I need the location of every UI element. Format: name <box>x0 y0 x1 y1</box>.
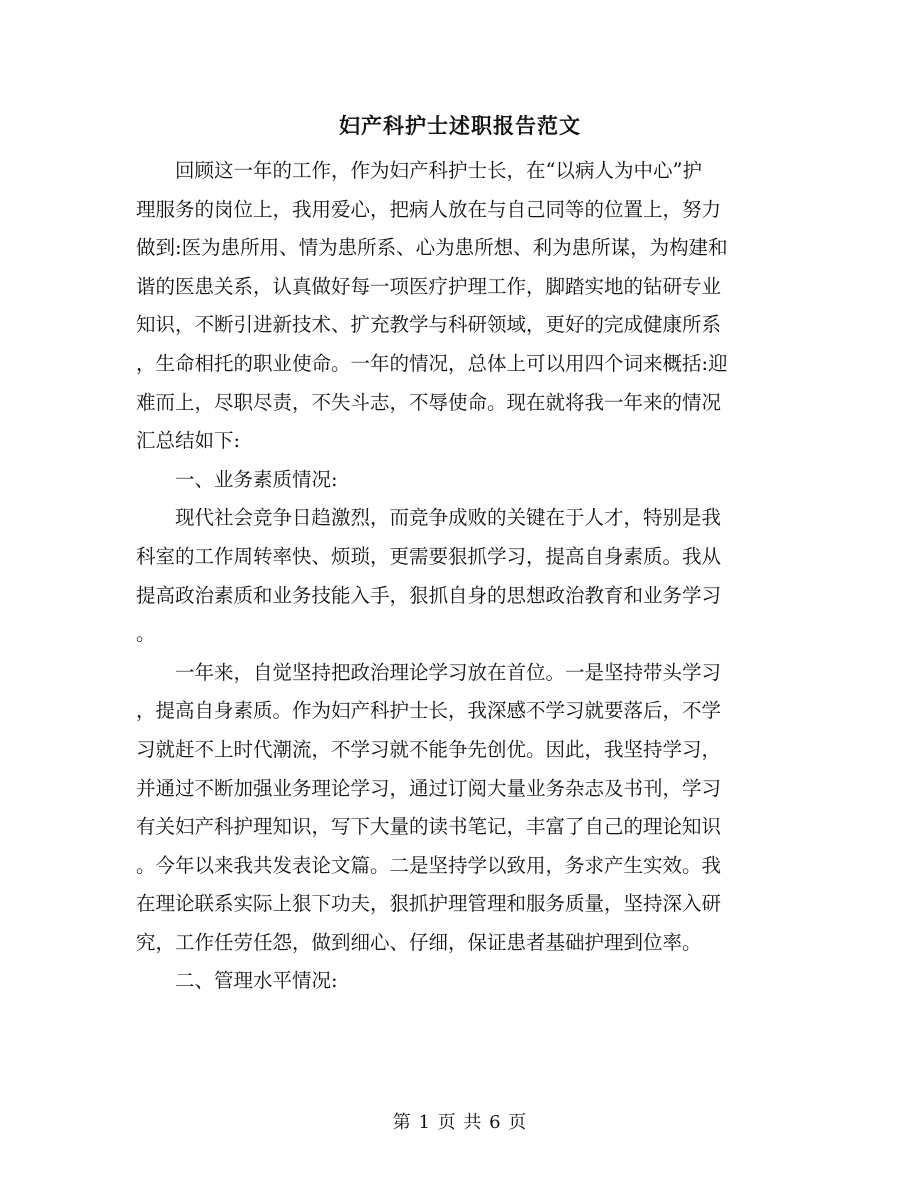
body-line: 并通过不断加强业务理论学习，通过订阅大量业务杂志及书刊，学习 <box>136 776 722 800</box>
body-line: 回顾这一年的工作，作为妇产科护士长，在“以病人为中心”护 <box>136 159 702 182</box>
page-footer: 第 1 页 共 6 页 <box>392 1112 528 1133</box>
body-line: 究，工作任劳任怨，做到细心、仔细，保证患者基础护理到位率。 <box>136 930 702 954</box>
document-body <box>136 152 784 1001</box>
section-heading-1: 一、业务素质情况: <box>136 467 338 491</box>
body-line: 知识，不断引进新技术、扩充教学与科研领域，更好的完成健康所系 <box>136 313 722 337</box>
body-line: 难而上，尽职尽责，不失斗志，不辱使命。现在就将我一年来的情况 <box>136 390 722 414</box>
body-line: 。 <box>136 622 156 646</box>
body-line: 现代社会竞争日趋激烈，而竞争成败的关键在于人才，特别是我 <box>136 506 722 530</box>
body-line: 做到:医为患所用、情为患所系、心为患所想、利为患所谋，为构建和 <box>136 236 728 260</box>
body-line: 习就赶不上时代潮流，不学习就不能争先创优。因此，我坚持学习， <box>136 737 722 761</box>
body-line: 科室的工作周转率快、烦琐，更需要狠抓学习，提高自身素质。我从 <box>136 544 722 568</box>
body-line: 理服务的岗位上，我用爱心，把病人放在与自己同等的位置上，努力 <box>136 197 722 221</box>
body-line: 汇总结如下: <box>136 429 241 453</box>
body-line: 谐的医患关系，认真做好每一项医疗护理工作，脚踏实地的钻研专业 <box>136 274 722 298</box>
document-title: 妇产科护士述职报告范文 <box>339 113 581 138</box>
body-line: 。今年以来我共发表论文篇。二是坚持学以致用，务求产生实效。我 <box>136 853 722 877</box>
body-line: 一年来，自觉坚持把政治理论学习放在首位。一是坚持带头学习 <box>136 660 722 684</box>
body-line: 有关妇产科护理知识，写下大量的读书笔记，丰富了自己的理论知识 <box>136 815 722 839</box>
body-line: ，生命相托的职业使命。一年的情况，总体上可以用四个词来概括:迎 <box>136 351 728 375</box>
body-line: 在理论联系实际上狠下功夫，狠抓护理管理和服务质量，坚持深入研 <box>136 892 722 916</box>
body-line: 提高政治素质和业务技能入手，狠抓自身的思想政治教育和业务学习 <box>136 583 722 607</box>
body-line: ，提高自身素质。作为妇产科护士长，我深感不学习就要落后，不学 <box>136 699 722 723</box>
section-heading-2: 二、管理水平情况: <box>136 969 338 993</box>
